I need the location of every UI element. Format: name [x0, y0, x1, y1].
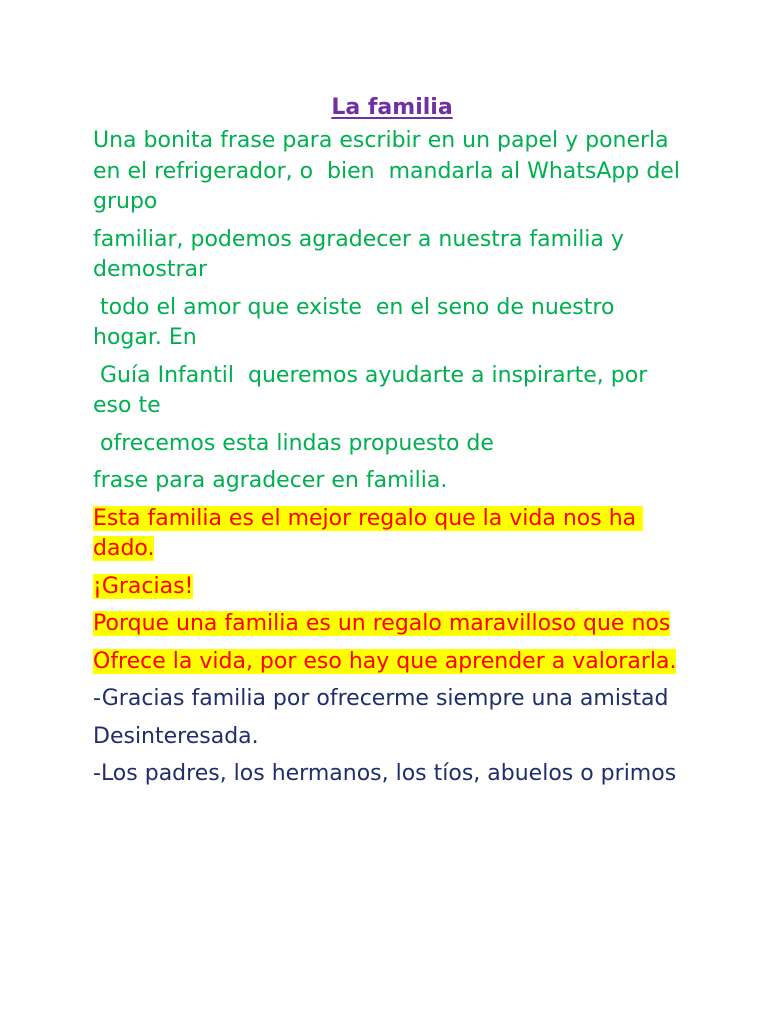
paragraph-intro: Una bonita frase para escribir en un papel y ponerla en el refrigerador, o bien mandarla al WhatsApp del grupo — [93, 128, 687, 214]
highlighted-text: Esta familia es el mejor regalo que la vida nos ha dado. — [93, 505, 644, 561]
document-page — [93, 92, 687, 797]
document-title — [93, 92, 683, 124]
paragraph-valorarla — [93, 647, 683, 678]
paragraph-guia-infantil: Guía Infantil queremos ayudarte a inspirarte, por eso te — [93, 362, 655, 418]
paragraph-familiar: familiar, podemos agradecer a nuestra familia y demostrar — [93, 226, 631, 282]
paragraph-ofrecemos: ofrecemos esta lindas propuesto de — [93, 430, 494, 456]
paragraph-gracias — [93, 572, 683, 603]
paragraph-padres-hermanos: -Los padres, los hermanos, los tíos, abuelos o primos — [93, 761, 677, 786]
paragraph-amor: todo el amor que existe en el seno de nuestro hogar. En — [93, 294, 622, 350]
paragraph-amistad: -Gracias familia por ofrecerme siempre una amistad — [93, 686, 669, 711]
highlighted-text: Porque una familia es un regalo maravilloso que nos — [93, 611, 671, 636]
paragraph-regalo-maravilloso — [93, 609, 683, 640]
highlighted-text: ¡Gracias! — [93, 573, 194, 599]
paragraph-mejor-regalo — [93, 504, 683, 565]
paragraph-frase-agradecer: frase para agradecer en familia. — [93, 468, 448, 493]
paragraph-desinteresada: Desinteresada. — [93, 723, 259, 749]
document-title-text: La familia — [331, 95, 453, 120]
highlighted-text: Ofrece la vida, por eso hay que aprender a valorarla. — [93, 648, 677, 674]
